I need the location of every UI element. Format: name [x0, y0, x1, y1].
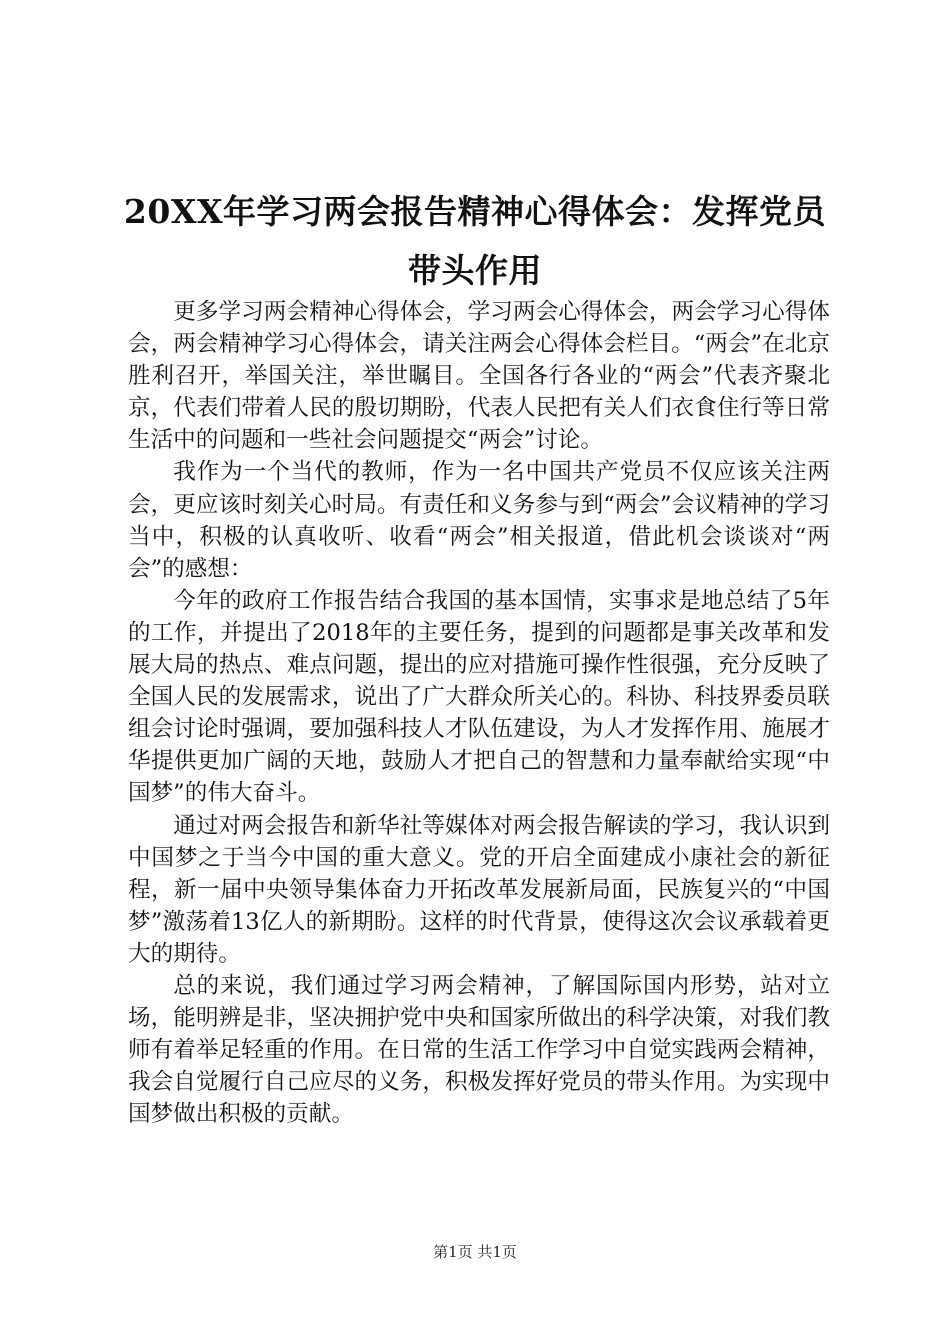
- paragraph-2: 我作为一个当代的教师，作为一名中国共产党员不仅应该关注两会，更应该时刻关心时局。有责任和义务参与到“两会”会议精神的学习当中，积极的认真收听、收看“两会”相关报道，借此机会谈谈对“两会”的感想：: [128, 459, 830, 582]
- paragraph-4: 通过对两会报告和新华社等媒体对两会报告解读的学习，我认识到中国梦之于当今中国的重大意义。党的开启全面建成小康社会的新征程，新一届中央领导集体奋力开拓改革发展新局面，民族复兴的“中国梦”激荡着13亿人的新期盼。这样的时代背景，使得这次会议承载着更大的期待。: [128, 812, 830, 967]
- document-body: [128, 296, 830, 1130]
- paragraph-3: 今年的政府工作报告结合我国的基本国情，实事求是地总结了5年的工作，并提出了2018年的主要任务，提到的问题都是事关改革和发展大局的热点、难点问题，提出的应对措施可操作性很强，充分反映了全国人民的发展需求，说出了广大群众所关心的。科协、科技界委员联组会讨论时强调，要加强科技人才队伍建设，为人才发挥作用、施展才华提供更加广阔的天地，鼓励人才把自己的智慧和力量奉献给实现“中国梦”的伟大奋斗。: [128, 587, 830, 807]
- paragraph-1: 更多学习两会精神心得体会，学习两会心得体会，两会学习心得体会，两会精神学习心得体会，请关注两会心得体会栏目。“两会”在北京胜利召开，举国关注，举世瞩目。全国各行各业的“两会”代表齐聚北京，代表们带着人民的殷切期盼，代表人民把有关人们衣食住行等日常生活中的问题和一些社会问题提交“两会”讨论。: [128, 299, 830, 454]
- page-footer: 第1页 共1页: [433, 1243, 517, 1261]
- document-title: 20XX年学习两会报告精神心得体会：发挥党员带头作用: [123, 192, 827, 290]
- paragraph-5: 总的来说，我们通过学习两会精神，了解国际国内形势，站对立场，能明辨是非，坚决拥护党中央和国家所做出的科学决策，对我们教师有着举足轻重的作用。在日常的生活工作学习中自觉实践两会精神，我会自觉履行自己应尽的义务，积极发挥好党员的带头作用。为实现中国梦做出积极的贡献。: [128, 972, 830, 1128]
